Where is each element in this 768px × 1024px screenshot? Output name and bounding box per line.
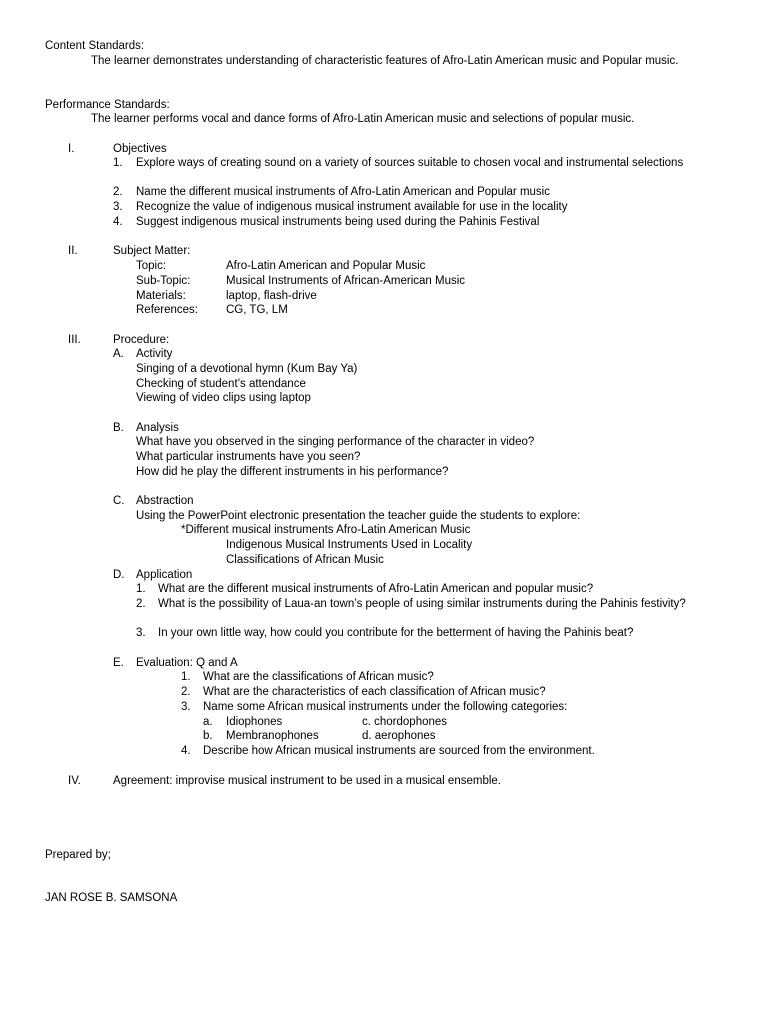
evaluation-question: Name some African musical instruments under the following categories: [203,701,568,713]
evaluation-number: 4. [181,745,191,757]
abstraction-bullet: *Different musical instruments Afro-Latin American Music [181,524,471,536]
activity-line: Singing of a devotional hymn (Kum Bay Ya) [136,363,358,375]
subject-label: Sub-Topic: [136,275,191,287]
evaluation-question: Describe how African musical instruments are sourced from the environment. [203,745,595,757]
objective-number: 2. [113,186,123,198]
content-standards-text: The learner demonstrates understanding of characteristic features of Afro-Latin American music and Popular music. [91,55,679,67]
objective-number: 1. [113,157,123,169]
subject-value: CG, TG, LM [226,304,288,316]
prepared-by-label: Prepared by; [45,849,111,861]
subject-label: Topic: [136,260,167,272]
objective-text: Name the different musical instruments of Afro-Latin American and Popular music [136,186,550,198]
objective-text: Explore ways of creating sound on a variety of sources suitable to chosen vocal and instrumental selections [136,157,684,169]
category-name: d. aerophones [362,730,436,742]
application-question: What are the different musical instruments of Afro-Latin American and popular music? [158,583,594,595]
analysis-question: How did he play the different instruments in his performance? [136,466,449,478]
abstraction-subitem: Indigenous Musical Instruments Used in Locality [226,539,473,551]
subject-label: Materials: [136,290,186,302]
application-number: 3. [136,627,146,639]
evaluation-heading: Evaluation: Q and A [136,657,238,669]
agreement-numeral: IV. [68,775,82,787]
subject-matter-heading: Subject Matter: [113,245,191,257]
abstraction-heading: Abstraction [136,495,194,507]
objectives-heading: Objectives [113,143,167,155]
objective-number: 4. [113,216,123,228]
application-number: 2. [136,598,146,610]
category-letter: b. [203,730,213,742]
application-number: 1. [136,583,146,595]
objective-text: Recognize the value of indigenous musical instrument available for use in the locality [136,201,568,213]
agreement-text: Agreement: improvise musical instrument to be used in a musical ensemble. [113,775,501,787]
evaluation-number: 1. [181,671,191,683]
application-heading: Application [136,569,193,581]
evaluation-number: 2. [181,686,191,698]
activity-line: Checking of student’s attendance [136,378,306,390]
performance-standards-text: The learner performs vocal and dance forms of Afro-Latin American music and selections of popular music. [91,113,635,125]
evaluation-question: What are the classifications of African music? [203,671,434,683]
content-standards-heading: Content Standards: [45,40,145,52]
category-letter: a. [203,716,213,728]
application-letter: D. [113,569,125,581]
objective-number: 3. [113,201,123,213]
analysis-question: What have you observed in the singing performance of the character in video? [136,436,535,448]
abstraction-intro: Using the PowerPoint electronic presentation the teacher guide the students to explore: [136,510,581,522]
activity-heading: Activity [136,348,173,360]
category-name: Idiophones [226,716,283,728]
subject-value: Musical Instruments of African-American Music [226,275,466,287]
abstraction-subitem: Classifications of African Music [226,554,384,566]
abstraction-letter: C. [113,495,125,507]
analysis-letter: B. [113,422,124,434]
author-name: JAN ROSE B. SAMSONA [45,892,178,904]
evaluation-letter: E. [113,657,124,669]
category-name: Membranophones [226,730,319,742]
performance-standards-heading: Performance Standards: [45,99,170,111]
activity-letter: A. [113,348,124,360]
analysis-heading: Analysis [136,422,179,434]
category-name: c. chordophones [362,716,448,728]
objective-text: Suggest indigenous musical instruments being used during the Pahinis Festival [136,216,540,228]
objectives-numeral: I. [68,143,75,155]
procedure-heading: Procedure: [113,334,170,346]
application-question: In your own little way, how could you contribute for the betterment of having the Pahinis beat? [158,627,634,639]
subject-label: References: [136,304,199,316]
analysis-question: What particular instruments have you seen? [136,451,361,463]
application-question: What is the possibility of Laua-an town’s people of using similar instruments during the Pahinis festivity? [158,598,686,610]
evaluation-question: What are the characteristics of each classification of African music? [203,686,546,698]
procedure-numeral: III. [68,334,81,346]
subject-value: Afro-Latin American and Popular Music [226,260,426,272]
subject-matter-numeral: II. [68,245,78,257]
evaluation-number: 3. [181,701,191,713]
activity-line: Viewing of video clips using laptop [136,392,311,404]
subject-value: laptop, flash-drive [226,290,317,302]
